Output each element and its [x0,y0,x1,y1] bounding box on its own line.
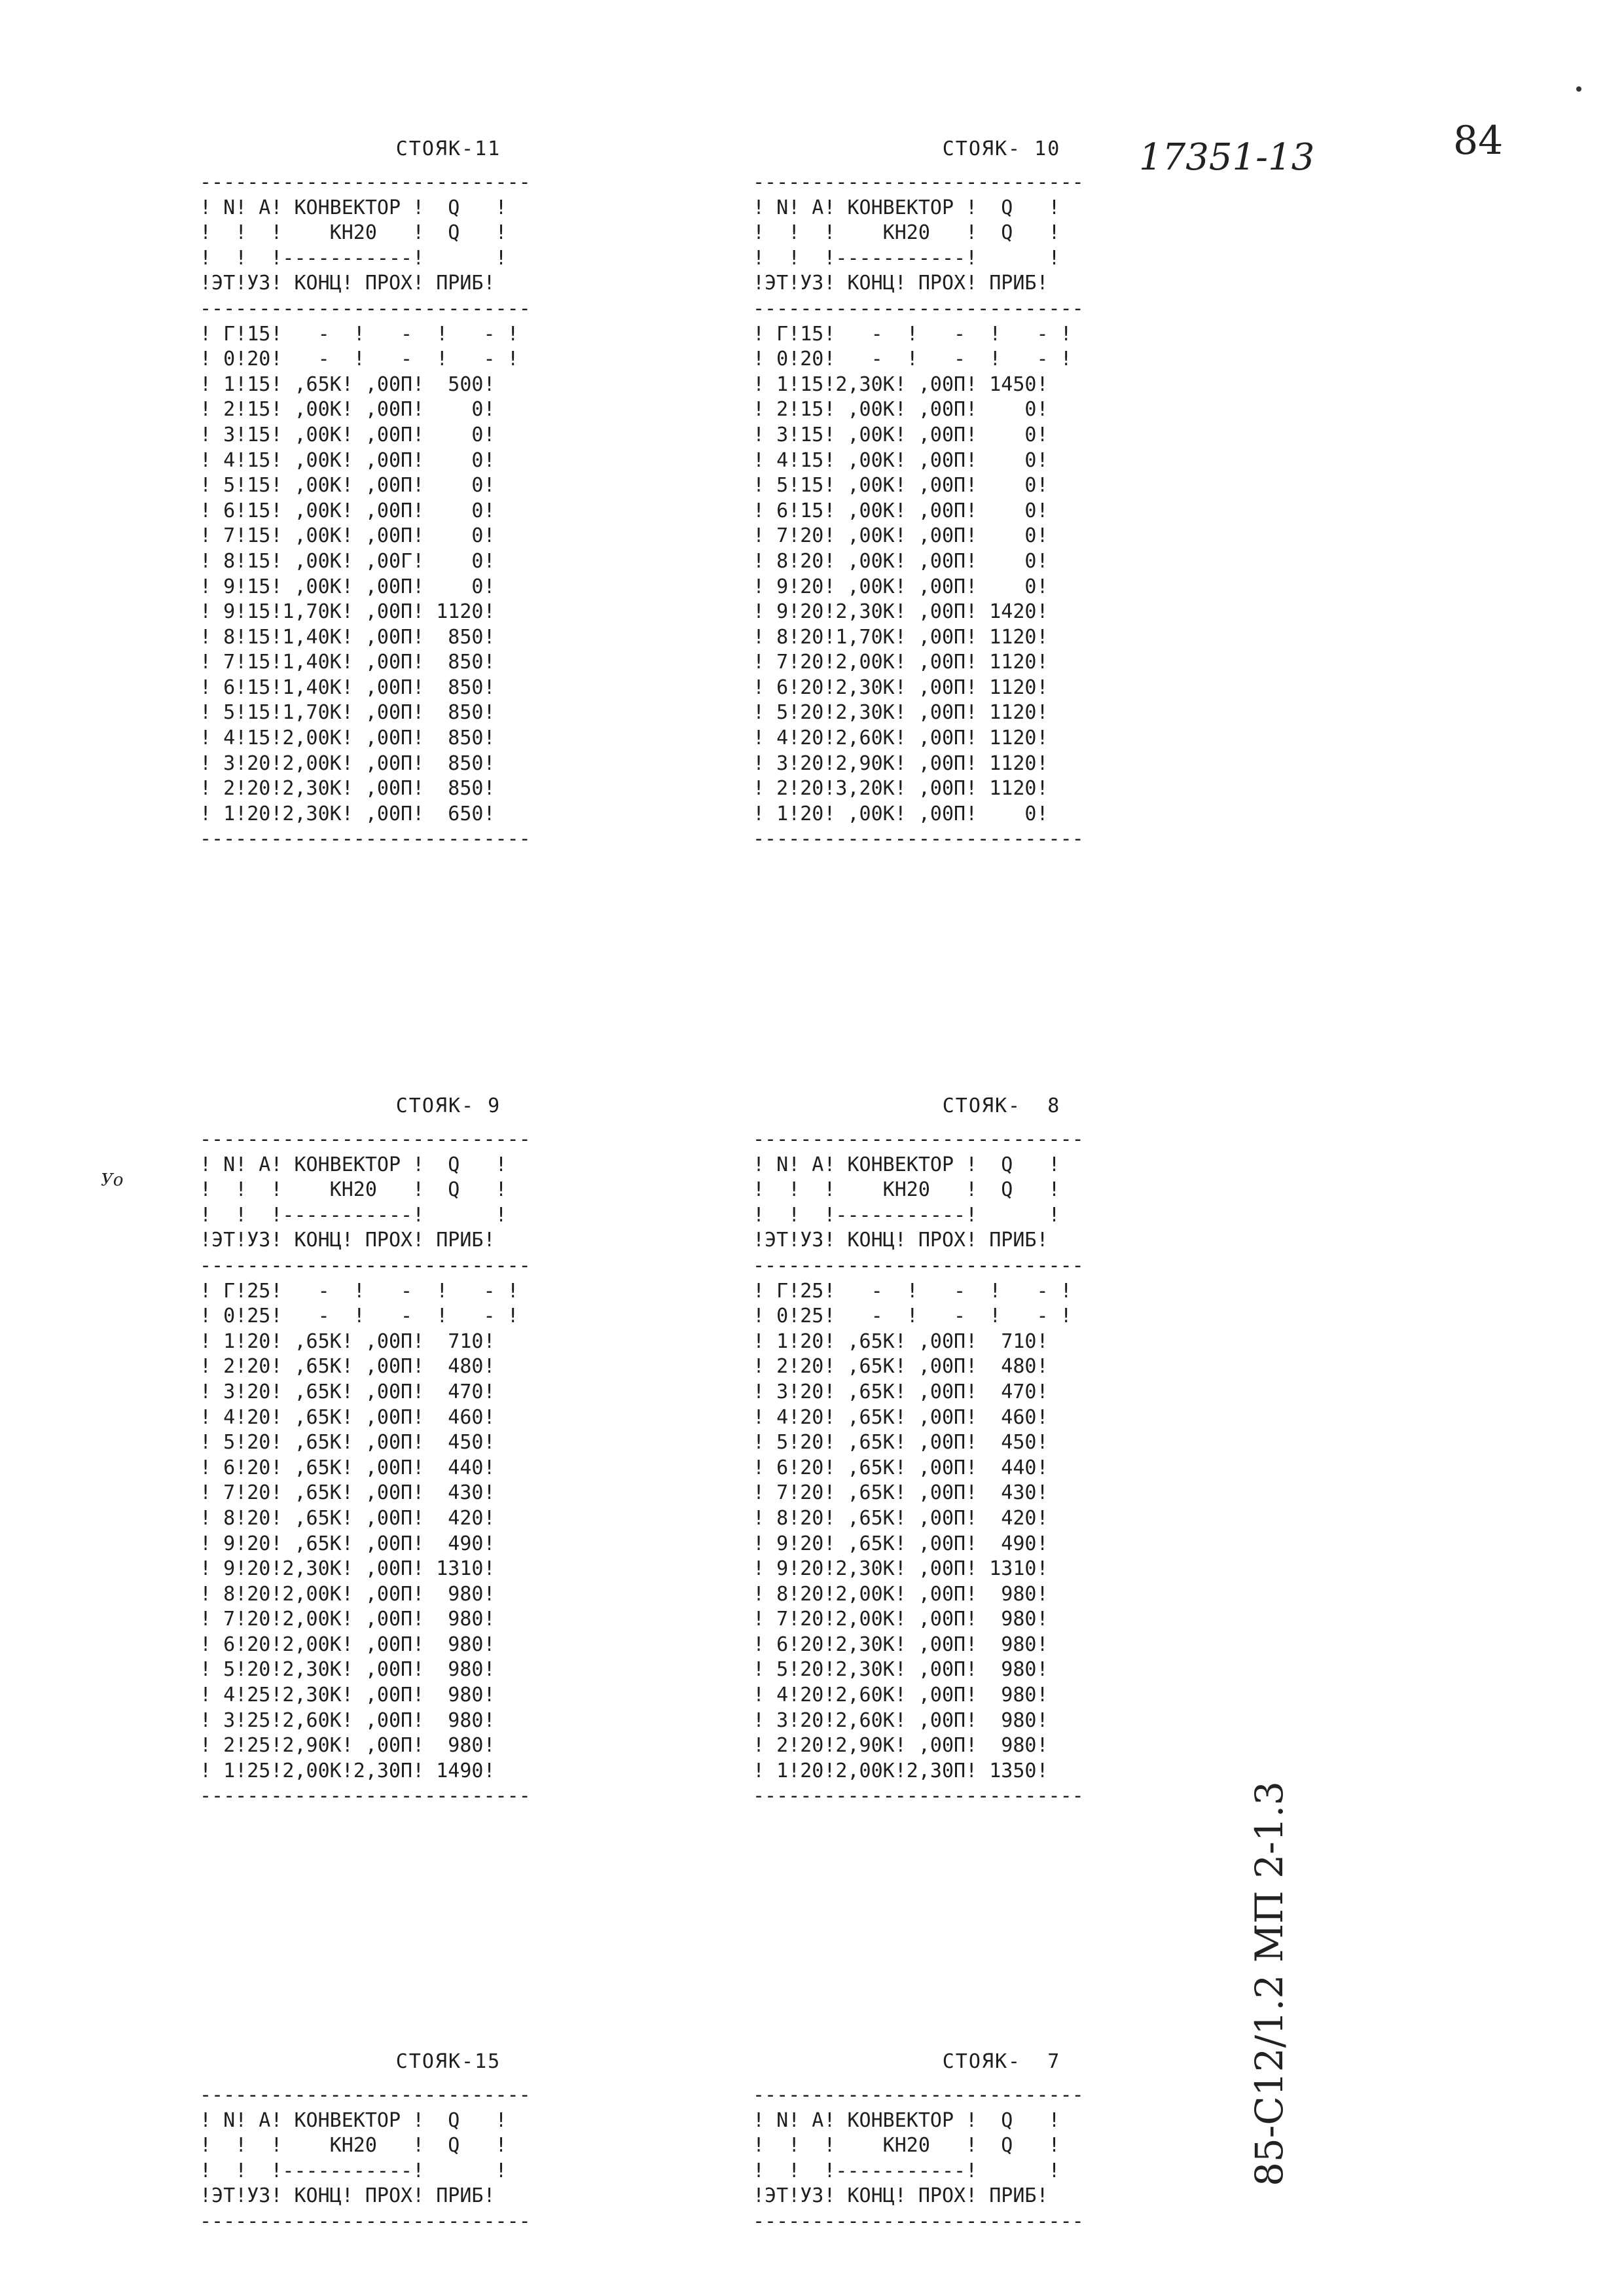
table-row: ! 6!20! ,65К! ,00П! 440! [200,1456,496,1479]
table-row: ! 6!20!2,00К! ,00П! 980! [200,1633,496,1656]
table-row: ! 4!20!2,60К! ,00П! 980! [753,1684,1049,1707]
table-row: ! 5!20!2,30К! ,00П! 980! [753,1658,1049,1682]
speck-mark [1576,86,1581,92]
table-row: ! 2!15! ,00К! ,00П! 0! [200,398,496,422]
table-rule: ---------------------------- [200,827,531,851]
table-row: ! 3!25!2,60К! ,00П! 980! [200,1708,496,1732]
table-rule: ---------------------------- [753,2084,1084,2106]
table-row: ! 0!20! - ! - ! - ! [200,348,519,371]
table-row: ! 1!20! ,00К! ,00П! 0! [753,802,1049,825]
table-row: ! N! А! КОНВЕКТОР ! Q ! [753,1153,1060,1176]
data-table [753,170,1084,852]
table-row: ! 9!20!2,30К! ,00П! 1310! [200,1557,496,1581]
table-row: ! 5!15! ,00К! ,00П! 0! [753,474,1049,497]
table-row: ! 8!20! ,00К! ,00П! 0! [753,549,1049,573]
table-row: !ЭТ!УЗ! КОНЦ! ПРОХ! ПРИБ! [753,2184,1049,2208]
table-rule: ---------------------------- [200,297,531,320]
table-rule: ---------------------------- [200,1128,531,1151]
table-row: !ЭТ!УЗ! КОНЦ! ПРОХ! ПРИБ! [753,1229,1049,1252]
table-rule: ---------------------------- [753,827,1084,851]
table-row: ! 4!20! ,65К! ,00П! 460! [200,1405,496,1429]
table-row: ! 4!20! ,65К! ,00П! 460! [753,1405,1049,1429]
table-row: ! ! ! КН20 ! Q ! [200,2134,507,2158]
table-title: СТОЯК- 7 [942,2050,1061,2073]
table-row: !ЭТ!УЗ! КОНЦ! ПРОХ! ПРИБ! [200,272,496,295]
table-row: ! 4!15!2,00К! ,00П! 850! [200,727,496,750]
table-rule: ---------------------------- [753,2209,1084,2233]
table-row: ! 7!15! ,00К! ,00П! 0! [200,524,496,548]
table-row: ! 7!20!2,00К! ,00П! 1120! [753,651,1049,674]
table-row: ! 9!20!2,30К! ,00П! 1310! [753,1557,1049,1581]
table-row: ! Г!15! - ! - ! - ! [753,322,1072,346]
data-table [200,2083,531,2235]
table-row: ! 9!20! ,65К! ,00П! 490! [200,1532,496,1555]
table-row: ! ! !-----------! ! [200,1203,507,1227]
table-row: ! ! !-----------! ! [200,246,507,270]
table-row: ! 2!20!3,20К! ,00П! 1120! [753,777,1049,801]
table-title: СТОЯК- 9 [395,1094,501,1117]
table-row: ! 2!15! ,00К! ,00П! 0! [753,398,1049,422]
table-row: ! 2!20! ,65К! ,00П! 480! [753,1355,1049,1379]
table-row: ! 1!20! ,65К! ,00П! 710! [753,1329,1049,1353]
table-row: ! 7!20!2,00К! ,00П! 980! [200,1608,496,1631]
table-row: ! 6!20!2,30К! ,00П! 1120! [753,676,1049,699]
table-row: ! 5!20! ,65К! ,00П! 450! [753,1431,1049,1454]
table-row: ! 4!25!2,30К! ,00П! 980! [200,1684,496,1707]
table-row: ! 6!15! ,00К! ,00П! 0! [200,499,496,522]
table-row: ! 8!20! ,65К! ,00П! 420! [200,1506,496,1530]
table-row: ! 9!20!2,30К! ,00П! 1420! [753,600,1049,624]
table-row: ! Г!15! - ! - ! - ! [200,322,519,346]
table-row: ! 1!15! ,65К! ,00П! 500! [200,372,496,396]
table-row: ! ! ! КН20 ! Q ! [200,1178,507,1202]
document-number: 17351-13 [1139,136,1315,179]
table-row: !ЭТ!УЗ! КОНЦ! ПРОХ! ПРИБ! [200,2184,496,2208]
table-row: ! 5!15! ,00К! ,00П! 0! [200,474,496,497]
table-row: ! 5!20!2,30К! ,00П! 980! [200,1658,496,1682]
table-title: СТОЯК-15 [395,2050,501,2073]
table-rule: ---------------------------- [200,1254,531,1277]
table-row: ! 0!20! - ! - ! - ! [753,348,1072,371]
table-row: ! 1!20!2,00К!2,30П! 1350! [753,1759,1049,1782]
table-row: ! 6!20! ,65К! ,00П! 440! [753,1456,1049,1479]
table-row: ! 3!15! ,00К! ,00П! 0! [753,423,1049,446]
data-table [200,170,531,852]
table-row: ! 3!15! ,00К! ,00П! 0! [200,423,496,446]
table-row: ! 9!15! ,00К! ,00П! 0! [200,575,496,598]
table-row: ! N! А! КОНВЕКТОР ! Q ! [200,196,507,219]
table-row: ! 9!15!1,70К! ,00П! 1120! [200,600,496,624]
table-row: ! 8!20!2,00К! ,00П! 980! [753,1582,1049,1606]
table-row: !ЭТ!УЗ! КОНЦ! ПРОХ! ПРИБ! [753,272,1049,295]
table-row: ! 7!20!2,00К! ,00П! 980! [753,1608,1049,1631]
table-row: ! 3!20! ,65К! ,00П! 470! [200,1380,496,1403]
table-row: ! 9!20! ,00К! ,00П! 0! [753,575,1049,598]
table-rule: ---------------------------- [753,171,1084,194]
table-row: ! 9!20! ,65К! ,00П! 490! [753,1532,1049,1555]
table-row: ! 3!20! ,65К! ,00П! 470! [753,1380,1049,1403]
table-row: ! 3!20!2,60К! ,00П! 980! [753,1708,1049,1732]
table-row: ! 8!20!1,70К! ,00П! 1120! [753,625,1049,649]
table-row: !ЭТ!УЗ! КОНЦ! ПРОХ! ПРИБ! [200,1229,496,1252]
table-row: ! 7!20! ,00К! ,00П! 0! [753,524,1049,548]
table-rule: ---------------------------- [753,1784,1084,1808]
table-rule: ---------------------------- [200,1784,531,1808]
table-title: СТОЯК- 10 [942,137,1061,160]
table-row: ! N! А! КОНВЕКТОР ! Q ! [753,2108,1060,2132]
table-row: ! 4!15! ,00К! ,00П! 0! [200,448,496,472]
table-rule: ---------------------------- [753,297,1084,320]
table-rule: ---------------------------- [753,1254,1084,1277]
table-row: ! 2!20! ,65К! ,00П! 480! [200,1355,496,1379]
side-code: 85-С12/1.2 МП 2-1.3 [1247,1781,1291,2186]
table-row: ! 6!15! ,00К! ,00П! 0! [753,499,1049,522]
table-row: ! ! ! КН20 ! Q ! [753,221,1060,245]
table-row: ! 7!15!1,40К! ,00П! 850! [200,651,496,674]
table-row: ! 3!20!2,00К! ,00П! 850! [200,751,496,775]
table-row: ! 1!25!2,00К!2,30П! 1490! [200,1759,496,1782]
table-row: ! 2!20!2,90К! ,00П! 980! [753,1734,1049,1758]
table-row: ! 8!20!2,00К! ,00П! 980! [200,1582,496,1606]
table-rule: ---------------------------- [200,2084,531,2106]
table-row: ! 2!25!2,90К! ,00П! 980! [200,1734,496,1758]
table-row: ! 1!20! ,65К! ,00П! 710! [200,1329,496,1353]
data-table [753,1127,1084,1809]
data-table [200,1127,531,1809]
table-title: СТОЯК- 8 [942,1094,1061,1117]
table-rule: ---------------------------- [753,1128,1084,1151]
table-row: ! 8!15! ,00К! ,00Г! 0! [200,549,496,573]
table-title: СТОЯК-11 [395,137,501,160]
table-row: ! ! ! КН20 ! Q ! [753,2134,1060,2158]
table-row: ! 8!15!1,40К! ,00П! 850! [200,625,496,649]
table-row: ! 7!20! ,65К! ,00П! 430! [753,1481,1049,1505]
data-table [753,2083,1084,2235]
table-rule: ---------------------------- [200,171,531,194]
table-row: ! 5!20!2,30К! ,00П! 1120! [753,701,1049,725]
table-row: ! 4!20!2,60К! ,00П! 1120! [753,727,1049,750]
table-row: ! ! !-----------! ! [753,246,1060,270]
table-row: ! 3!20!2,90К! ,00П! 1120! [753,751,1049,775]
table-row: ! 6!15!1,40К! ,00П! 850! [200,676,496,699]
table-row: ! N! А! КОНВЕКТОР ! Q ! [200,2108,507,2132]
table-row: ! ! !-----------! ! [753,2159,1060,2182]
table-rule: ---------------------------- [200,2209,531,2233]
table-row: ! N! А! КОНВЕКТОР ! Q ! [753,196,1060,219]
table-row: ! 5!20! ,65К! ,00П! 450! [200,1431,496,1454]
table-row: ! Г!25! - ! - ! - ! [753,1279,1072,1303]
page-number: 84 [1453,118,1504,164]
table-row: ! 1!15!2,30К! ,00П! 1450! [753,372,1049,396]
table-row: ! 4!15! ,00К! ,00П! 0! [753,448,1049,472]
table-row: ! 0!25! - ! - ! - ! [200,1305,519,1328]
table-row: ! ! !-----------! ! [200,2159,507,2182]
table-row: ! 7!20! ,65К! ,00П! 430! [200,1481,496,1505]
table-row: ! ! !-----------! ! [753,1203,1060,1227]
table-row: ! 8!20! ,65К! ,00П! 420! [753,1506,1049,1530]
table-row: ! 5!15!1,70К! ,00П! 850! [200,701,496,725]
table-row: ! 6!20!2,30К! ,00П! 980! [753,1633,1049,1656]
table-row: ! Г!25! - ! - ! - ! [200,1279,519,1303]
margin-mark: Уо [101,1170,124,1190]
table-row: ! 0!25! - ! - ! - ! [753,1305,1072,1328]
table-row: ! 2!20!2,30К! ,00П! 850! [200,777,496,801]
table-row: ! ! ! КН20 ! Q ! [753,1178,1060,1202]
table-row: ! ! ! КН20 ! Q ! [200,221,507,245]
table-row: ! N! А! КОНВЕКТОР ! Q ! [200,1153,507,1176]
table-row: ! 1!20!2,30К! ,00П! 650! [200,802,496,825]
